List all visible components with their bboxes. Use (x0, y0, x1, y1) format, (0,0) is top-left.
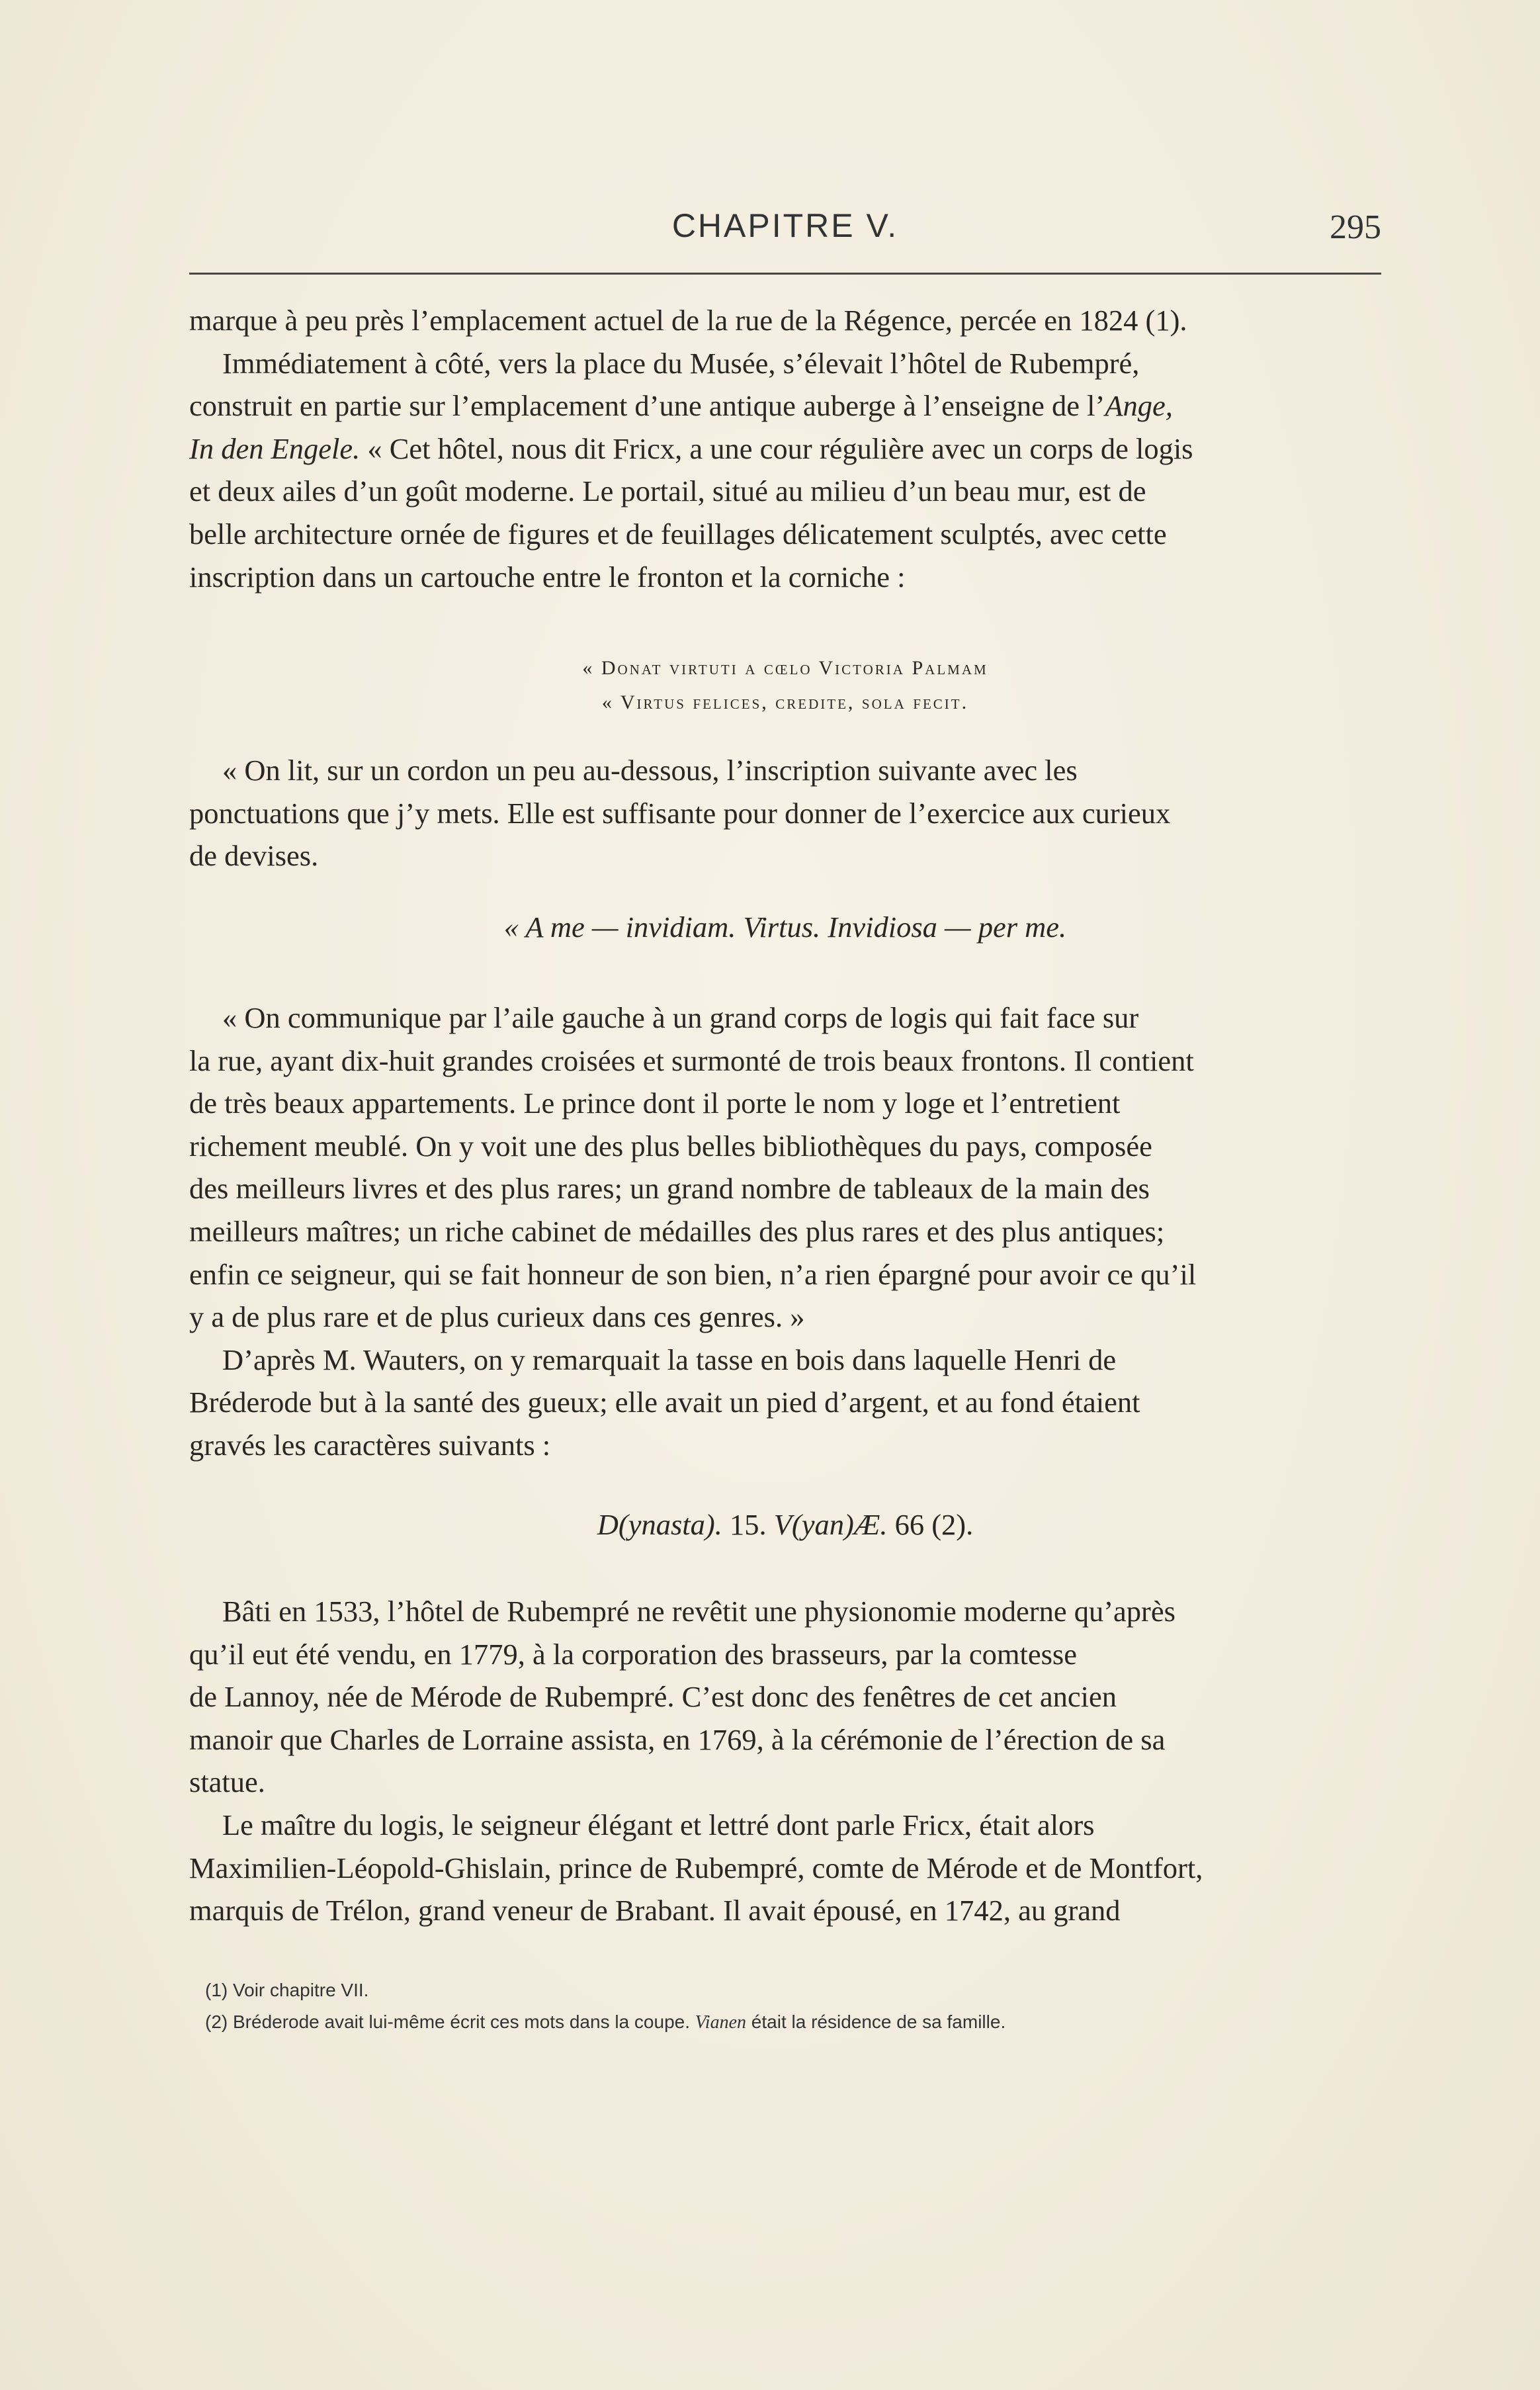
para5-line3: de Lannoy, née de Mérode de Rubempré. C’est donc des fenêtres de cet ancien (189, 1680, 1117, 1714)
para3-line1: « On communique par l’aile gauche à un grand corps de logis qui fait face sur (222, 1001, 1139, 1034)
footnote-2-text-a: (2) Bréderode avait lui-même écrit ces mots dans la coupe. (205, 2012, 695, 2032)
para1-line4-italic: In den Engele. (189, 431, 361, 465)
para3-line3: de très beaux appartements. Le prince dont il porte le nom y loge et l’entretient (189, 1086, 1121, 1120)
para3-line7: enfin ce seigneur, qui se fait honneur de son bien, n’a rien épargné pour avoir ce qu’il (189, 1257, 1197, 1291)
para1-line2: Immédiatement à côté, vers la place du Musée, s’élevait l’hôtel de Rubempré, (222, 346, 1140, 380)
para4-line3: gravés les caractères suivants : (189, 1428, 551, 1462)
para5-line5: statue. (189, 1765, 265, 1799)
para3-line8: y a de plus rare et de plus curieux dans ces genres. » (189, 1300, 805, 1334)
body-text-para2 (189, 749, 1392, 877)
body-text-middle (189, 996, 1392, 1467)
engraving-number: 15. (729, 1508, 774, 1541)
para1-line3-italic: Ange, (1105, 389, 1173, 423)
para6-line1: Le maître du logis, le seigneur élégant et lettré dont parle Fricx, était alors (222, 1808, 1095, 1841)
footnote-2 (205, 2006, 1383, 2039)
footnote-1: (1) Voir chapitre VII. (205, 1980, 369, 2000)
para3-line4: richement meublé. On y voit une des plus belles bibliothèques du pays, composée (189, 1129, 1152, 1163)
para1-line7: inscription dans un cartouche entre le fronton et la corniche : (189, 560, 906, 594)
para6-line2: Maximilien-Léopold-Ghislain, prince de Rubempré, comte de Mérode et de Montfort, (189, 1851, 1203, 1884)
body-text-lower (189, 1590, 1392, 1932)
page-number: 295 (1330, 208, 1381, 246)
footnote-2-italic: Vianen (695, 2012, 747, 2033)
para3-line2: la rue, ayant dix-huit grandes croisées et surmonté de trois beaux frontons. Il contient (189, 1043, 1194, 1077)
para2-line3: de devises. (189, 839, 319, 873)
footnote-2-text-b: était la résidence de sa famille. (746, 2012, 1006, 2032)
engraving-dynasta: D(ynasta). (597, 1508, 730, 1541)
para3-line5: des meilleurs livres et des plus rares; un grand nombre de tableaux de la main des (189, 1172, 1150, 1206)
para2-line1: « On lit, sur un cordon un peu au-dessous, l’inscription suivante avec les (222, 754, 1078, 787)
para1-line3 (189, 384, 1392, 427)
para4-line2: Bréderode but à la santé des gueux; elle avait un pied d’argent, et au fond étaient (189, 1386, 1140, 1419)
inscription-line1: « Donat virtuti a cœlo Victoria Palmam (582, 657, 988, 679)
para5-line4: manoir que Charles de Lorraine assista, en 1769, à la cérémonie de l’érection de sa (189, 1722, 1166, 1756)
inscription-line2: « Virtus felices, credite, sola fecit. (601, 691, 969, 713)
para2-line2: ponctuations que j’y mets. Elle est suffisante pour donner de l’exercice aux curieux (189, 796, 1171, 830)
para5-line2: qu’il eut été vendu, en 1779, à la corporation des brasseurs, par la comtesse (189, 1637, 1077, 1671)
engraving-vyanae: V(yan)Æ. (773, 1508, 895, 1541)
para1-line4 (189, 427, 1392, 470)
para1-line1: marque à peu près l’emplacement actuel de la rue de la Régence, percée en 1824 (1). (189, 304, 1187, 337)
header-rule (189, 273, 1381, 275)
para5-line1: Bâti en 1533, l’hôtel de Rubempré ne revêtit une physionomie moderne qu’après (222, 1595, 1176, 1628)
chapter-title: CHAPITRE V. (671, 207, 899, 244)
para6-line3: marquis de Trélon, grand veneur de Brabant. Il avait épousé, en 1742, au grand (189, 1894, 1121, 1927)
para1-line3-text: construit en partie sur l’emplacement d’une antique auberge à l’enseigne de l’ (189, 389, 1105, 423)
footnotes (205, 1974, 1383, 2039)
motto-line: « A me — invidiam. Virtus. Invidiosa — per me. (503, 910, 1067, 944)
running-header (189, 206, 1381, 253)
engraving-line (189, 1507, 1381, 1542)
para1-line6: belle architecture ornée de figures et de feuillages délicatement sculptés, avec cette (189, 517, 1167, 551)
engraving-tail: 66 (2). (894, 1508, 974, 1541)
body-text-upper (189, 299, 1392, 598)
para1-line4-text: « Cet hôtel, nous dit Fricx, a une cour régulière avec un corps de logis (360, 431, 1193, 465)
para3-line6: meilleurs maîtres; un riche cabinet de médailles des plus rares et des plus antiques; (189, 1214, 1165, 1248)
para4-line1: D’après M. Wauters, on y remarquait la tasse en bois dans laquelle Henri de (222, 1343, 1117, 1376)
para1-line5: et deux ailes d’un goût moderne. Le portail, situé au milieu d’un beau mur, est de (189, 474, 1146, 508)
